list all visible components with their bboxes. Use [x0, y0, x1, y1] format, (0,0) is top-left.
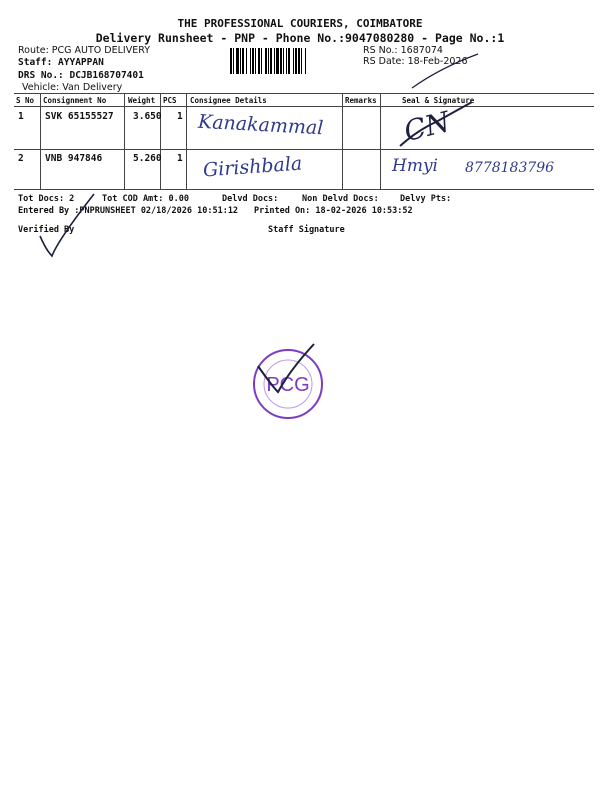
- barcode-bar: [286, 48, 287, 74]
- row1-pcs: 1: [177, 111, 183, 122]
- barcode-bar: [261, 48, 262, 74]
- barcode-bar: [255, 48, 256, 74]
- row2-phone-handwriting: 8778183796: [465, 160, 555, 176]
- table-header-rule: [14, 106, 594, 107]
- staff-label: Staff: AYYAPPAN: [18, 57, 104, 68]
- row1-signature-stroke: [396, 100, 476, 150]
- col-consignment: Consignment No: [43, 96, 107, 105]
- route-label: Route: PCG AUTO DELIVERY: [18, 45, 151, 56]
- company-name: THE PROFESSIONAL COURIERS, COIMBATORE: [177, 17, 423, 30]
- tot-docs: Tot Docs: 2: [18, 194, 75, 204]
- rs-date-stroke: [410, 52, 480, 92]
- col-weight: Weight: [128, 96, 156, 105]
- rs-number: RS No.: 1687074: [363, 45, 443, 56]
- barcode-bar: [293, 48, 294, 74]
- barcode-bar: [236, 48, 239, 74]
- row2-sno: 2: [18, 153, 24, 164]
- barcode-bar: [250, 48, 251, 74]
- barcode-bar: [295, 48, 297, 74]
- col-sno: S No: [16, 96, 35, 105]
- row2-weight: 5.260: [133, 153, 162, 164]
- barcode-bar: [268, 48, 269, 74]
- barcode-bar: [240, 48, 241, 74]
- barcode-bar: [246, 48, 247, 74]
- drs-number: DRS No.: DCJB168707401: [18, 70, 144, 81]
- barcode-bar: [280, 48, 282, 74]
- row2-consignee-handwriting: Girishbala: [202, 152, 303, 182]
- pcg-stamp: [248, 340, 338, 430]
- delvy-pts: Delvy Pts:: [400, 194, 452, 204]
- col-sep: [342, 94, 343, 190]
- col-remarks: Remarks: [345, 96, 377, 105]
- col-consignee: Consignee Details: [190, 96, 267, 105]
- col-seal-signature: Seal & Signature: [402, 96, 475, 105]
- barcode-bar: [276, 48, 279, 74]
- staff-signature-label: Staff Signature: [268, 225, 345, 235]
- tot-cod-amt: Tot COD Amt: 0.00: [102, 194, 189, 204]
- barcode-bar: [288, 48, 290, 74]
- delvd-docs: Delvd Docs:: [222, 194, 279, 204]
- printed-on: Printed On: 18-02-2026 10:53:52: [254, 206, 413, 216]
- table-bottom-rule: [14, 189, 594, 190]
- barcode-bar: [305, 48, 306, 74]
- col-sep: [186, 94, 187, 190]
- barcode-bar: [298, 48, 300, 74]
- col-pcs: PCS: [163, 96, 177, 105]
- non-delvd-docs: Non Delvd Docs:: [302, 194, 379, 204]
- barcode-bar: [301, 48, 302, 74]
- col-sep: [40, 94, 41, 190]
- barcode-bar: [230, 48, 232, 74]
- row2-consignment: VNB 947846: [45, 153, 103, 164]
- verified-check-stroke: [36, 190, 96, 262]
- barcode-bar: [233, 48, 234, 74]
- barcode-bar: [242, 48, 244, 74]
- barcode: [230, 48, 360, 74]
- row1-sno: 1: [18, 111, 24, 122]
- stamp-text: PCG: [266, 374, 310, 396]
- col-sep: [380, 94, 381, 190]
- row1-signature: CN: [400, 104, 454, 149]
- row2-pcs: 1: [177, 153, 183, 164]
- col-sep: [124, 94, 125, 190]
- col-sep: [160, 94, 161, 190]
- barcode-bar: [283, 48, 284, 74]
- row2-signature: Hmyi: [392, 156, 438, 176]
- row1-consignee-handwriting: Kanakammal: [197, 110, 324, 140]
- vehicle-label: Vehicle: Van Delivery: [22, 82, 123, 93]
- table-top-rule: [14, 93, 594, 94]
- row1-consignment: SVK 65155527: [45, 111, 114, 122]
- barcode-bar: [265, 48, 267, 74]
- barcode-bar: [270, 48, 272, 74]
- row-divider: [14, 149, 594, 150]
- verified-by-label: Verified By: [18, 225, 75, 235]
- barcode-bar: [258, 48, 260, 74]
- row1-weight: 3.650: [133, 111, 162, 122]
- barcode-bar: [252, 48, 254, 74]
- entered-by: Entered By :PNPRUNSHEET 02/18/2026 10:51:12: [18, 206, 239, 216]
- rs-date: RS Date: 18-Feb-2026: [363, 56, 468, 67]
- runsheet-title: Delivery Runsheet - PNP - Phone No.:9047080280 - Page No.:1: [95, 31, 505, 45]
- barcode-bar: [274, 48, 275, 74]
